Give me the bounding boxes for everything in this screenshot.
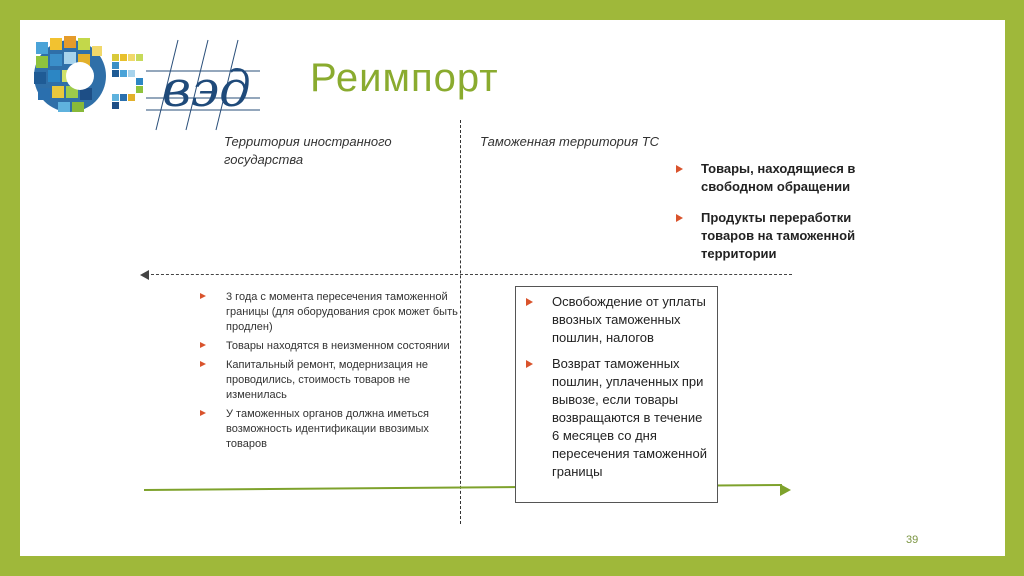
list-item: Продукты переработки товаров на таможенной территории (676, 209, 876, 263)
foreign-territory-caption: Территория иностранного государства (224, 134, 392, 167)
page-number: 39 (906, 534, 919, 546)
list-item: 3 года с момента пересечения таможенной границы (для оборудования срок может быть продлен) (200, 290, 462, 335)
logo-text: вэд (162, 60, 251, 118)
conditions-list (200, 290, 462, 456)
goods-list (676, 160, 876, 276)
arrow-left-icon (140, 270, 149, 280)
arrow-right-icon (780, 484, 791, 496)
list-item: Товары находятся в неизменном состоянии (200, 339, 462, 354)
benefits-box (515, 286, 718, 503)
pixel-five-icon (112, 54, 143, 109)
list-item: Освобождение от уплаты ввозных таможенных пошлин, налогов (526, 293, 709, 347)
logo (28, 26, 260, 138)
list-item: У таможенных органов должна иметься возможность идентификации ввозимых товаров (200, 407, 462, 452)
slide-title: Реимпорт (310, 56, 499, 100)
customs-territory-caption: Таможенная территория ТС (480, 134, 660, 149)
list-item: Товары, находящиеся в свободном обращении (676, 160, 876, 196)
globe-icon (34, 36, 106, 112)
list-item: Возврат таможенных пошлин, уплаченных при вывозе, если товары возвращаются в течение 6 месяцев со дня пересечения таможенной границы (526, 355, 709, 481)
slide (20, 20, 1005, 556)
list-item: Капитальный ремонт, модернизация не проводились, стоимость товаров не изменилась (200, 358, 462, 403)
